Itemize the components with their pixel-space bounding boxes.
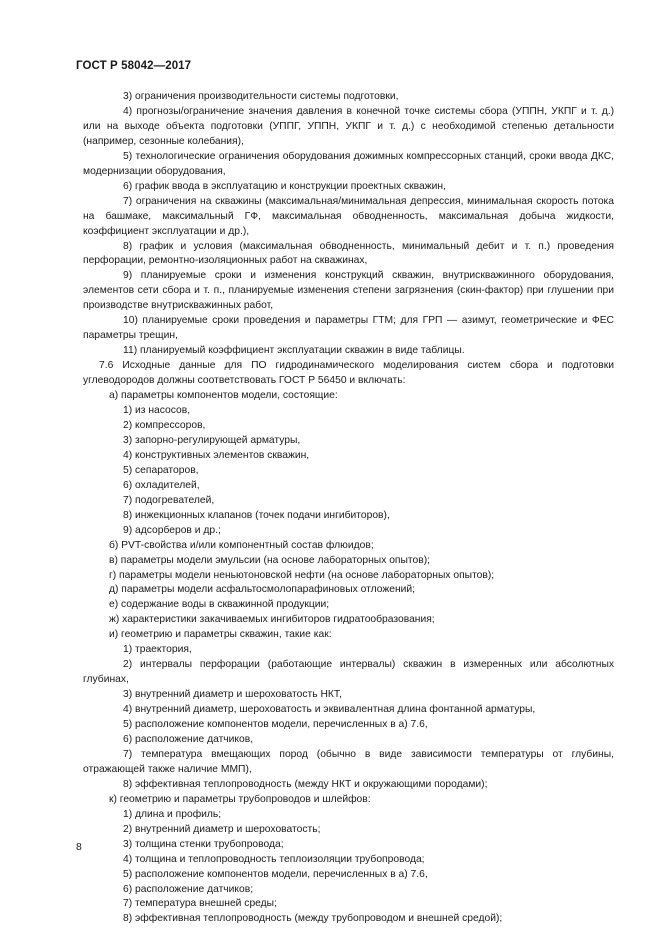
paragraph: 4) прогнозы/ограничение значения давления в конечной точке системы сбора (УППН, УКПГ и т. д.) или на выходе объекта подготовки (УППГ, УППН, УКПГ и т. д.) с необходимой степенью детальности (например, сезонные колебания),	[83, 105, 614, 147]
paragraph: 4) конструктивных элементов скважин,	[123, 449, 310, 461]
paragraph: 7.6 Исходные данные для ПО гидродинамического моделирования систем сбора и подготовки углеводородов должны соответствовать ГОСТ Р 56450 и включать:	[83, 360, 614, 387]
paragraph: 1) траектория,	[123, 644, 192, 656]
paragraph: 5) расположение компонентов модели, перечисленных в а) 7.6,	[123, 719, 428, 731]
paragraph: 3) ограничения производительности системы подготовки,	[123, 91, 399, 102]
paragraph: 11) планируемый коэффициент эксплуатации скважин в виде таблицы.	[123, 345, 465, 357]
paragraph: и) геометрию и параметры скважин, такие как:	[109, 629, 332, 641]
paragraph: ж) характеристики закачиваемых ингибиторов гидратообразования;	[109, 614, 435, 626]
paragraph: 7) температура внешней среды;	[123, 898, 277, 910]
paragraph: 6) охладителей,	[123, 479, 200, 491]
page-number: 8	[76, 841, 82, 853]
paragraph: а) параметры компонентов модели, состоящие:	[109, 390, 338, 402]
paragraph: 5) технологические ограничения оборудования дожимных компрессорных станций, сроки ввода ДКС, модернизации оборудования,	[83, 150, 614, 177]
paragraph: 2) внутренний диаметр и шероховатость;	[123, 823, 321, 835]
paragraph: 10) планируемые сроки проведения и параметры ГТМ; для ГРП — азимут, геометрические и ФЕС параметры трещин,	[83, 315, 614, 342]
paragraph: 5) сепараторов,	[123, 464, 199, 476]
paragraph: 6) расположение датчиков,	[123, 733, 254, 745]
paragraph: 9) планируемые сроки и изменения конструкций скважин, внутрискважинного оборудования, элементов сети сбора и т. п., планируемые изменения степени загрязнения (скин-фактор) при глушении при производстве внутрискважинных работ,	[83, 270, 614, 312]
standard-code-header: ГОСТ Р 58042—2017	[76, 60, 192, 72]
paragraph: 8) эффективная теплопроводность (между трубопроводом и внешней средой);	[123, 913, 503, 925]
paragraph: г) параметры модели неньютоновской нефти (на основе лабораторных опытов);	[109, 569, 495, 581]
paragraph: б) PVT-свойства и/или компонентный состав флюидов;	[109, 539, 374, 551]
paragraph: 4) толщина и теплопроводность теплоизоляции трубопровода;	[123, 853, 425, 865]
paragraph: в) параметры модели эмульсии (на основе лабораторных опытов);	[109, 554, 430, 566]
paragraph: 4) внутренний диаметр, шероховатость и эквивалентная длина фонтанной арматуры,	[123, 704, 536, 716]
document-body	[83, 90, 614, 927]
paragraph: 7) температура вмещающих пород (обычно в виде зависимости температуры от глубины, отражающей также наличие ММП),	[83, 748, 614, 775]
paragraph: 6) расположение датчиков;	[123, 883, 254, 895]
paragraph: 3) запорно-регулирующей арматуры,	[123, 434, 301, 446]
paragraph: 6) график ввода в эксплуатацию и конструкции проектных скважин,	[123, 180, 446, 192]
paragraph: 2) интервалы перфорации (работающие интервалы) скважин в измеренных или абсолютных глубинах,	[83, 659, 614, 686]
paragraph: 1) длина и профиль;	[123, 808, 222, 820]
paragraph: 3) толщина стенки трубопровода;	[123, 838, 284, 850]
paragraph: 9) адсорберов и др.;	[123, 524, 221, 536]
paragraph: 5) расположение компонентов модели, перечисленных в а) 7.6,	[123, 868, 428, 880]
paragraph: 1) из насосов,	[123, 405, 191, 417]
paragraph: д) параметры модели асфальтосмолопарафиновых отложений;	[109, 584, 416, 596]
paragraph: 2) компрессоров,	[123, 419, 206, 431]
paragraph: к) геометрию и параметры трубопроводов и шлейфов:	[109, 793, 371, 805]
paragraph: е) содержание воды в скважинной продукции;	[109, 599, 330, 611]
paragraph: 7) подогревателей,	[123, 494, 215, 506]
paragraph: 3) внутренний диаметр и шероховатость НКТ,	[123, 689, 342, 701]
paragraph: 8) инжекционных клапанов (точек подачи ингибиторов),	[123, 509, 390, 521]
paragraph: 8) график и условия (максимальная обводненность, минимальный дебит и т. п.) проведения перфорации, ремонтно-изоляционных работ на скважинах,	[83, 240, 614, 267]
paragraph: 8) эффективная теплопроводность (между НКТ и окружающими породами);	[123, 778, 488, 790]
paragraph: 7) ограничения на скважины (максимальная/минимальная депрессия, минимальная скорость потока на башмаке, максимальный ГФ, максимальная обводненность, максимальная добыча жидкости, коэффициент эксплуатации и др.),	[83, 195, 614, 237]
